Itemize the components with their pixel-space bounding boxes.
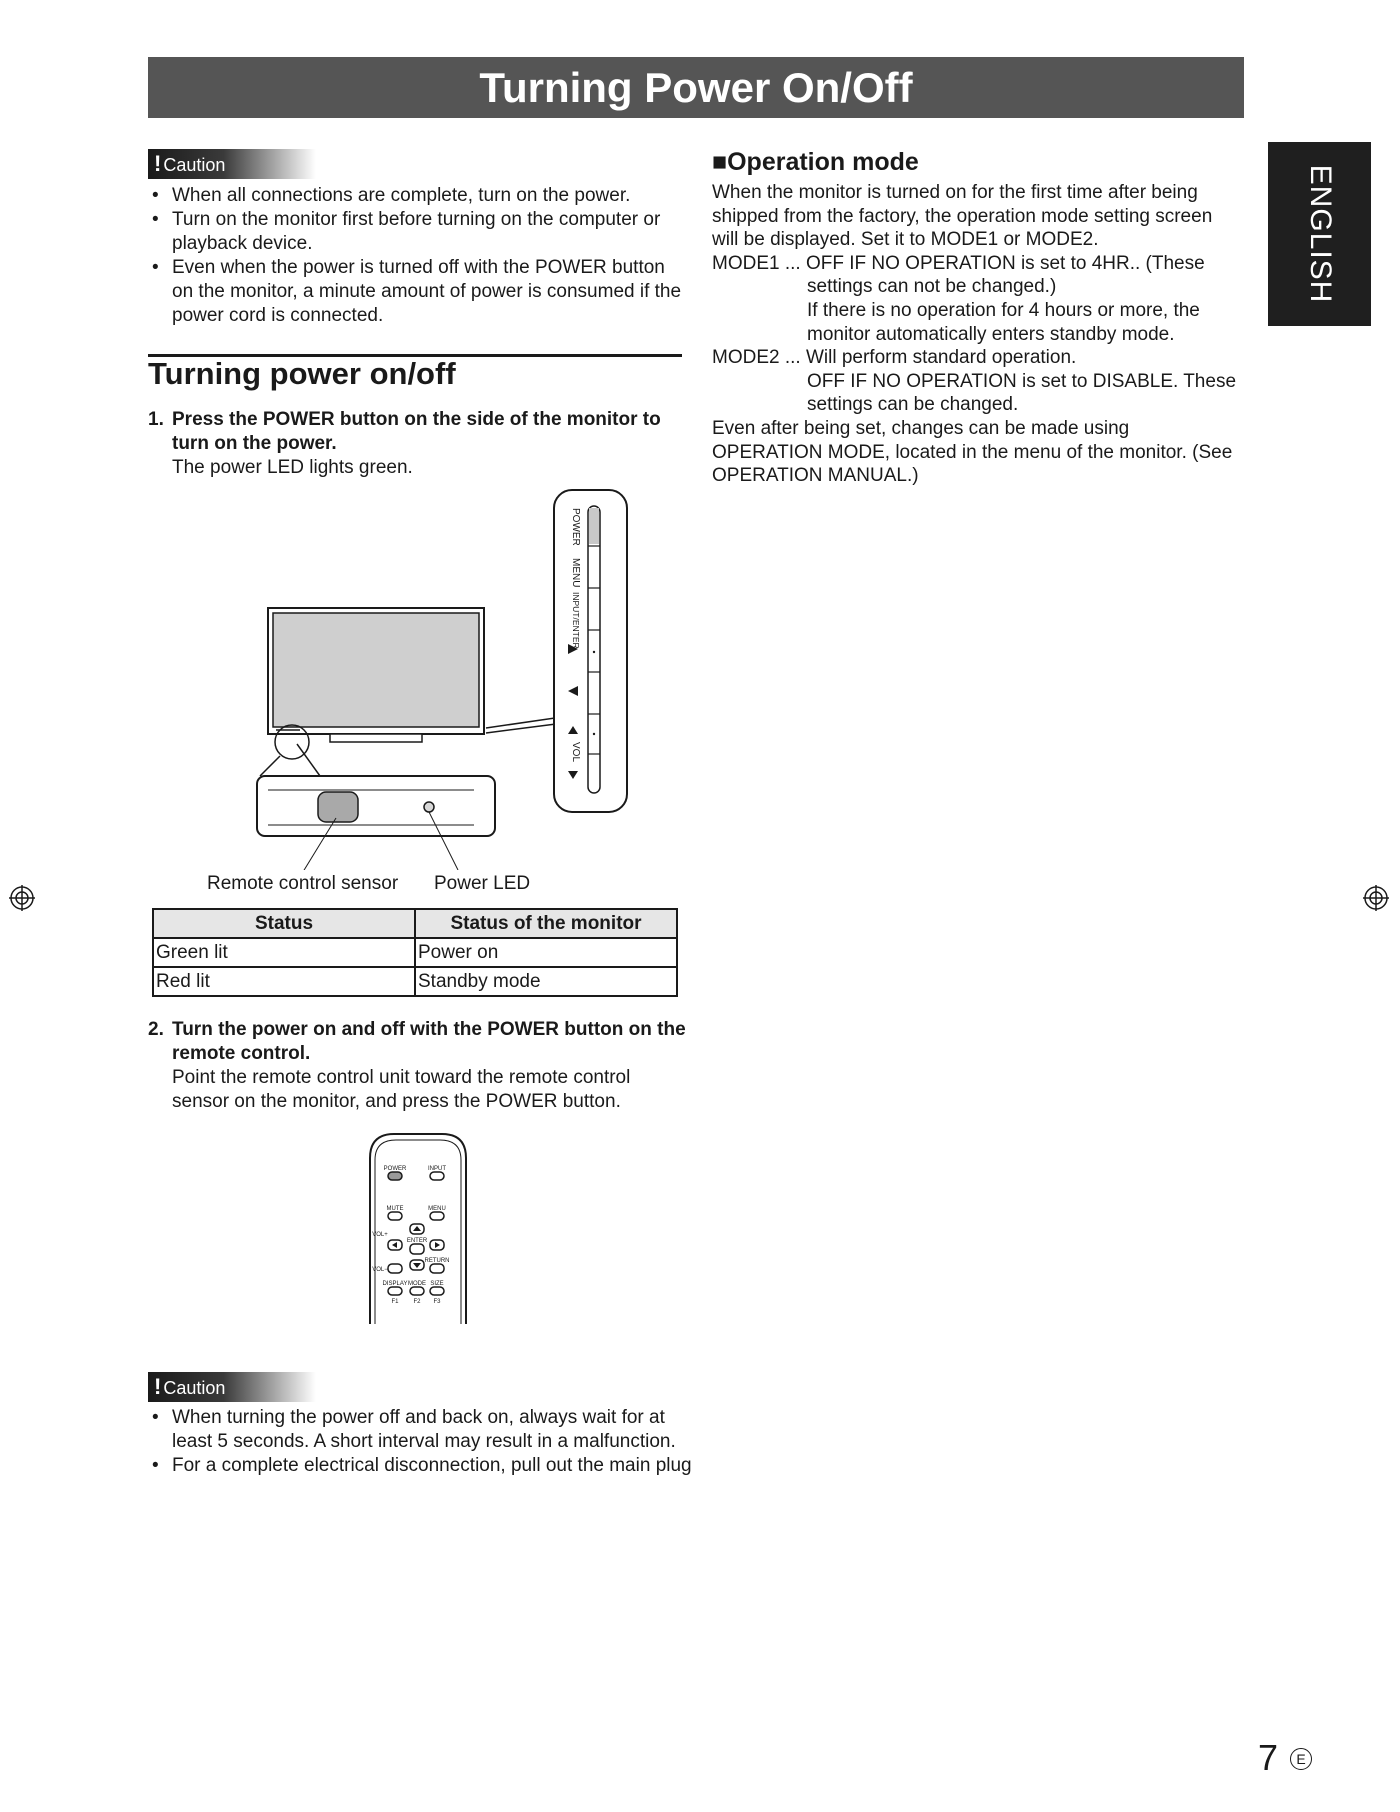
remote-return-button <box>430 1264 444 1273</box>
step-heading: Press the POWER button on the side of the monitor to turn on the power. <box>172 409 661 454</box>
remote-label-vol-minus: VOL− <box>372 1267 388 1273</box>
operation-mode-title: ■Operation mode <box>712 148 919 176</box>
caution-item: • For a complete electrical disconnection, pull out the main plug <box>148 1454 696 1478</box>
remote-menu-button <box>430 1212 444 1220</box>
caution-list-2 <box>148 1406 696 1478</box>
remote-mute-button <box>388 1212 402 1220</box>
op-line: MODE2 ... Will perform standard operation. <box>712 347 1077 369</box>
remote-control-illustration <box>366 1132 470 1324</box>
remote-label-mute: MUTE <box>386 1206 404 1212</box>
op-line: MODE1 ... OFF IF NO OPERATION is set to 4HR.. (These <box>712 252 1205 274</box>
caution-list-1 <box>148 184 688 328</box>
exclamation-icon: ! <box>154 1374 162 1399</box>
panel-label-vol: VOL <box>570 742 581 763</box>
step-body: Point the remote control unit toward the remote control sensor on the monitor, and press the POWER button. <box>172 1067 631 1112</box>
page-suffix: E <box>1290 1748 1312 1770</box>
caution-label: Caution <box>163 155 226 175</box>
op-line: shipped from the factory, the operation mode setting screen <box>712 205 1213 227</box>
table-cell: Power on <box>415 938 677 967</box>
op-line: If there is no operation for 4 hours or more, the <box>807 299 1200 321</box>
remote-power-button <box>388 1172 402 1180</box>
remote-input-button <box>430 1172 444 1180</box>
panel-label-menu: MENU <box>570 558 581 588</box>
remote-label-menu: MENU <box>428 1206 446 1212</box>
registration-mark-icon <box>1362 884 1390 912</box>
remote-up-arrow-icon <box>413 1226 421 1231</box>
remote-enter-button <box>410 1244 424 1254</box>
caution-label: Caution <box>163 1378 226 1398</box>
op-line: OFF IF NO OPERATION is set to DISABLE. These <box>807 370 1237 392</box>
step-body: The power LED lights green. <box>172 457 413 478</box>
page-title: Turning Power On/Off <box>148 57 1244 118</box>
table-cell: Red lit <box>153 967 415 996</box>
remote-vol-minus-button <box>388 1264 402 1273</box>
monitor-illustration <box>240 480 640 870</box>
page-number: 7 <box>1258 1737 1279 1778</box>
monitor-screen <box>273 613 479 727</box>
caution-badge-2 <box>148 1372 316 1402</box>
caution-item: • Even when the power is turned off with the POWER button on the monitor, a minute amount of power is consumed if the power cord is connected. <box>148 256 688 328</box>
panel-label-input: INPUT/ENTER <box>571 592 581 649</box>
remote-label-f2: F2 <box>413 1299 421 1305</box>
remote-display-button <box>388 1287 402 1295</box>
section-title: Turning power on/off <box>148 356 456 391</box>
remote-left-arrow-icon <box>392 1242 397 1248</box>
remote-label-mode: MODE <box>408 1281 426 1287</box>
table-header-row <box>153 909 677 938</box>
remote-label-input: INPUT <box>428 1166 446 1172</box>
panel-label-power: POWER <box>570 508 581 546</box>
caution-badge-1 <box>148 149 316 179</box>
step-number: 2. <box>148 1019 164 1040</box>
exclamation-icon: ! <box>154 151 162 176</box>
caution-item: • When all connections are complete, turn on the power. <box>148 184 688 208</box>
remote-label-enter: ENTER <box>406 1238 428 1244</box>
op-line: OPERATION MODE, located in the menu of the monitor. (See <box>712 441 1233 463</box>
remote-label-vol-plus: VOL+ <box>372 1232 388 1238</box>
remote-size-button <box>430 1287 444 1295</box>
sensor-closeup <box>257 776 495 836</box>
table-header: Status of the monitor <box>415 909 677 938</box>
remote-sensor-label: Remote control sensor <box>207 873 399 894</box>
power-led-dot <box>424 802 434 812</box>
remote-down-arrow-icon <box>413 1263 421 1268</box>
remote-label-size: SIZE <box>430 1281 444 1287</box>
step-2 <box>148 1018 688 1114</box>
remote-right-arrow-icon <box>435 1242 440 1248</box>
caution-item: • When turning the power off and back on, always wait for at least 5 seconds. A short interval may result in a malfunction. <box>148 1406 696 1454</box>
operation-mode-text <box>712 181 1252 488</box>
table-row <box>153 938 677 967</box>
remote-mode-button <box>410 1287 424 1295</box>
step-heading: Turn the power on and off with the POWER button on the remote control. <box>172 1019 686 1064</box>
op-line: monitor automatically enters standby mode. <box>807 323 1175 345</box>
remote-label-f3: F3 <box>433 1299 441 1305</box>
monitor-stand <box>330 734 422 742</box>
table-cell: Standby mode <box>415 967 677 996</box>
status-table <box>152 908 678 997</box>
power-led-label: Power LED <box>434 873 531 894</box>
op-line: settings can be changed. <box>807 394 1019 416</box>
caution-item: • Turn on the monitor first before turning on the computer or playback device. <box>148 208 688 256</box>
op-line: When the monitor is turned on for the first time after being <box>712 182 1198 203</box>
op-line: Even after being set, changes can be made using <box>712 417 1130 439</box>
remote-label-return: RETURN <box>424 1258 450 1264</box>
language-tab <box>1268 142 1371 326</box>
table-header: Status <box>153 909 415 938</box>
table-row <box>153 967 677 996</box>
table-cell: Green lit <box>153 938 415 967</box>
remote-label-display: DISPLAY <box>382 1281 408 1287</box>
language-tab-label: ENGLISH <box>1303 164 1337 304</box>
op-line: will be displayed. Set it to MODE1 or MODE2. <box>712 229 1099 251</box>
step-number: 1. <box>148 409 164 430</box>
remote-sensor-window <box>318 792 358 822</box>
step-1 <box>148 408 688 480</box>
op-line: OPERATION MANUAL.) <box>712 465 919 487</box>
remote-label-power: POWER <box>383 1166 407 1172</box>
op-line: settings can not be changed.) <box>807 276 1057 298</box>
registration-mark-icon <box>8 884 36 912</box>
remote-label-f1: F1 <box>391 1299 399 1305</box>
